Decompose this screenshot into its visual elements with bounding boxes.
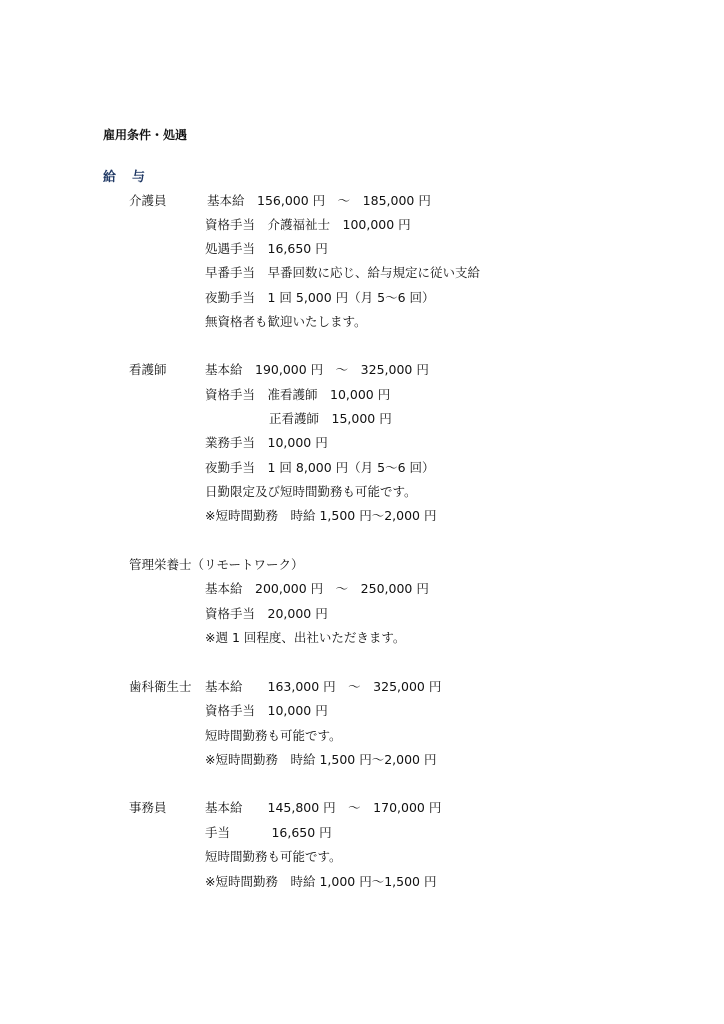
dietitian-qualification-allowance: 資格手当 20,000 円 <box>205 606 328 621</box>
care-early-shift-allowance: 早番手当 早番回数に応じ、給与規定に従い支給 <box>205 265 481 280</box>
care-night-shift-allowance: 夜勤手当 1 回 5,000 円（月 5～6 回） <box>205 290 435 305</box>
care-base-salary: 基本給 156,000 円 ～ 185,000 円 <box>207 193 431 208</box>
clerk-part-time-note: ※短時間勤務 時給 1,000 円～1,500 円 <box>205 874 437 889</box>
dental-base-salary: 基本給 163,000 円 ～ 325,000 円 <box>205 679 442 694</box>
nurse-duty-allowance: 業務手当 10,000 円 <box>205 435 328 450</box>
job-title-clerk: 事務員 <box>129 800 167 815</box>
dietitian-base-salary: 基本給 200,000 円 ～ 250,000 円 <box>205 581 429 596</box>
clerk-base-salary: 基本給 145,800 円 ～ 170,000 円 <box>205 800 442 815</box>
nurse-base-salary: 基本給 190,000 円 ～ 325,000 円 <box>205 362 429 377</box>
nurse-note: 日勤限定及び短時間勤務も可能です。 <box>205 484 417 499</box>
clerk-allowance: 手当 16,650 円 <box>205 825 332 840</box>
dental-note: 短時間勤務も可能です。 <box>205 728 342 743</box>
job-title-dietitian: 管理栄養士（リモートワーク） <box>129 557 304 572</box>
page-title: 雇用条件・処遇 <box>103 128 188 142</box>
care-note: 無資格者も歓迎いたします。 <box>205 314 367 329</box>
job-title-care-worker: 介護員 <box>129 193 167 208</box>
dental-qualification-allowance: 資格手当 10,000 円 <box>205 703 328 718</box>
nurse-night-shift-allowance: 夜勤手当 1 回 8,000 円（月 5～6 回） <box>205 460 435 475</box>
care-treatment-allowance: 処遇手当 16,650 円 <box>205 241 328 256</box>
nurse-qualification-allowance: 資格手当 准看護師 10,000 円 <box>205 387 391 402</box>
nurse-registered-allowance: 正看護師 15,000 円 <box>269 411 392 426</box>
job-title-nurse: 看護師 <box>129 362 167 377</box>
care-qualification-allowance: 資格手当 介護福祉士 100,000 円 <box>205 217 411 232</box>
clerk-note: 短時間勤務も可能です。 <box>205 849 342 864</box>
job-title-dental-hygienist: 歯科衛生士 <box>129 679 192 694</box>
dietitian-note: ※週 1 回程度、出社いただきます。 <box>205 630 406 645</box>
dental-part-time-note: ※短時間勤務 時給 1,500 円～2,000 円 <box>205 752 437 767</box>
nurse-part-time-note: ※短時間勤務 時給 1,500 円～2,000 円 <box>205 508 437 523</box>
salary-heading: 給与 <box>103 170 162 185</box>
